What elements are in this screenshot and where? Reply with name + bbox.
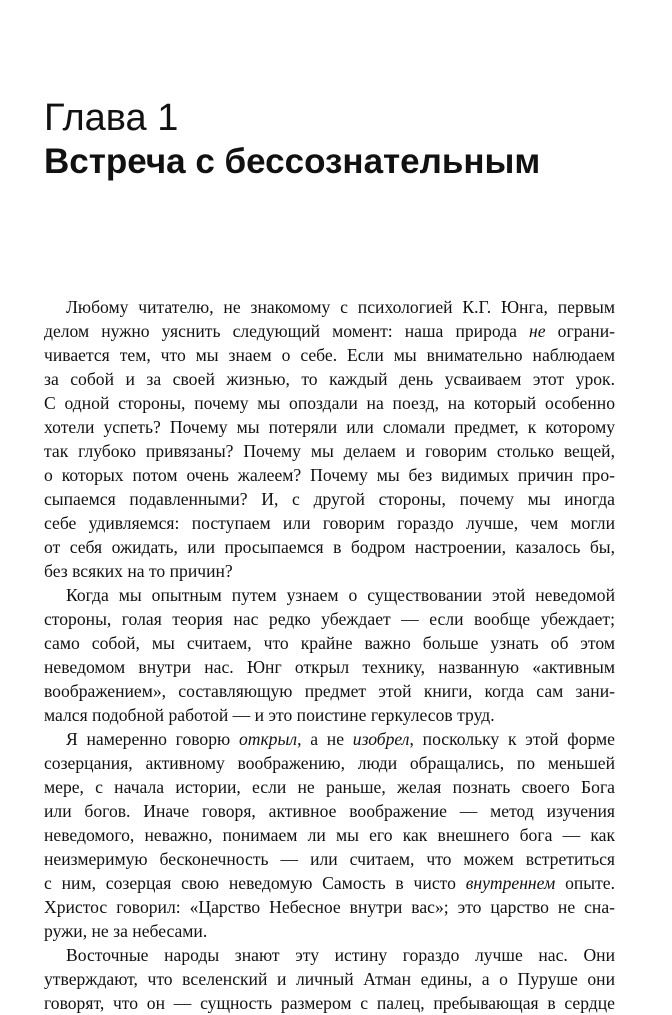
text-run: созерцания, активному воображению, люди обращались, по меньшей [44, 753, 615, 773]
text-run: мере, с начала истории, если не раньше, желая познать своего Бога [44, 777, 615, 797]
text-line [44, 727, 615, 751]
text-run: Любому читателю, не знакомому с психологией К.Г. Юнга, первым [66, 297, 615, 317]
text-line [44, 847, 615, 871]
italic-emphasis: не [529, 321, 546, 341]
text-line [44, 967, 615, 991]
text-run: неизмеримую бесконечность — или считаем, что можем встретиться [44, 849, 615, 869]
text-line [44, 679, 615, 703]
paragraph [44, 295, 615, 583]
text-run: чивается тем, что мы знаем о себе. Если мы внимательно наблюдаем [44, 345, 615, 365]
text-run: так глубоко привязаны? Почему мы делаем и говорим столько вещей, [44, 441, 615, 461]
text-line [44, 823, 615, 847]
text-line [44, 535, 615, 559]
text-run: ограни- [545, 321, 615, 341]
text-run: за собой и за своей жизнью, то каждый день усваиваем этот урок. [44, 369, 615, 389]
chapter-number: Глава 1 [44, 97, 179, 139]
chapter-title: Встреча с бессознательным [44, 142, 541, 181]
text-line [44, 943, 615, 967]
text-line [44, 487, 615, 511]
text-line [44, 319, 615, 343]
text-run: воображением», составляющую предмет этой книги, когда сам зани- [44, 681, 615, 701]
text-run: говорят, что он — сущность размером с палец, пребывающая в сердце [44, 993, 615, 1013]
text-run: ружи, не за небесами. [44, 921, 208, 941]
text-run: , поскольку к этой форме [409, 729, 615, 749]
text-line [44, 559, 615, 583]
text-run: утверждают, что вселенский и личный Атман едины, а о Пуруше они [44, 969, 615, 989]
text-line [44, 343, 615, 367]
text-line [44, 799, 615, 823]
text-run: без всяких на то причин? [44, 561, 233, 581]
text-run: Когда мы опытным путем узнаем о существовании этой неведомой [66, 585, 615, 605]
text-run: стороны, голая теория нас редко убеждает — если вообще убеждает; [44, 609, 615, 629]
paragraph [44, 943, 615, 1015]
text-run: хотели успеть? Почему мы потеряли или сломали предмет, к которому [44, 417, 615, 437]
text-run: делом нужно уяснить следующий момент: наша природа [44, 321, 530, 341]
text-run: с ним, созерцая свою неведомую Самость в чисто [44, 873, 466, 893]
text-line [44, 751, 615, 775]
text-line [44, 415, 615, 439]
text-run: Я намеренно говорю [66, 729, 239, 749]
text-line [44, 463, 615, 487]
text-run: опыте. [555, 873, 615, 893]
text-run: Христос говорил: «Царство Небесное внутри вас»; это царство не сна- [44, 897, 615, 917]
text-run: мался подобной работой — и это поистине геркулесов труд. [44, 705, 495, 725]
body-text [44, 295, 615, 1015]
text-run: от себя ожидать, или просыпаемся в бодром настроении, казалось бы, [44, 537, 615, 557]
text-run: само собой, мы считаем, что крайне важно больше узнать об этом [44, 633, 615, 653]
text-run: неведомом внутри нас. Юнг открыл технику, названную «активным [44, 657, 615, 677]
text-run: о которых потом очень жалеем? Почему мы без видимых причин про- [44, 465, 615, 485]
italic-emphasis: открыл [238, 729, 298, 749]
paragraph [44, 727, 615, 943]
text-run: себе удивляемся: поступаем или говорим гораздо лучше, чем могли [44, 513, 615, 533]
text-run: Восточные народы знают эту истину гораздо лучше нас. Они [66, 945, 615, 965]
text-line [44, 895, 615, 919]
text-line [44, 367, 615, 391]
text-run: , а не [297, 729, 353, 749]
paragraph [44, 583, 615, 727]
text-line [44, 391, 615, 415]
text-line [44, 655, 615, 679]
text-line [44, 439, 615, 463]
text-line [44, 583, 615, 607]
text-line [44, 631, 615, 655]
text-line [44, 511, 615, 535]
text-line [44, 919, 615, 943]
text-run: С одной стороны, почему мы опоздали на поезд, на который особенно [44, 393, 615, 413]
text-line [44, 871, 615, 895]
italic-emphasis: внутреннем [465, 873, 556, 893]
text-run: неведомого, неважно, понимаем ли мы его как внешнего бога — как [44, 825, 615, 845]
text-line [44, 703, 615, 727]
text-line [44, 607, 615, 631]
text-run: или богов. Иначе говоря, активное воображение — метод изучения [44, 801, 615, 821]
italic-emphasis: изобрел [352, 729, 410, 749]
text-line [44, 991, 615, 1015]
text-line [44, 775, 615, 799]
text-line [44, 295, 615, 319]
text-run: сыпаемся подавленными? И, с другой стороны, почему мы иногда [44, 489, 615, 509]
